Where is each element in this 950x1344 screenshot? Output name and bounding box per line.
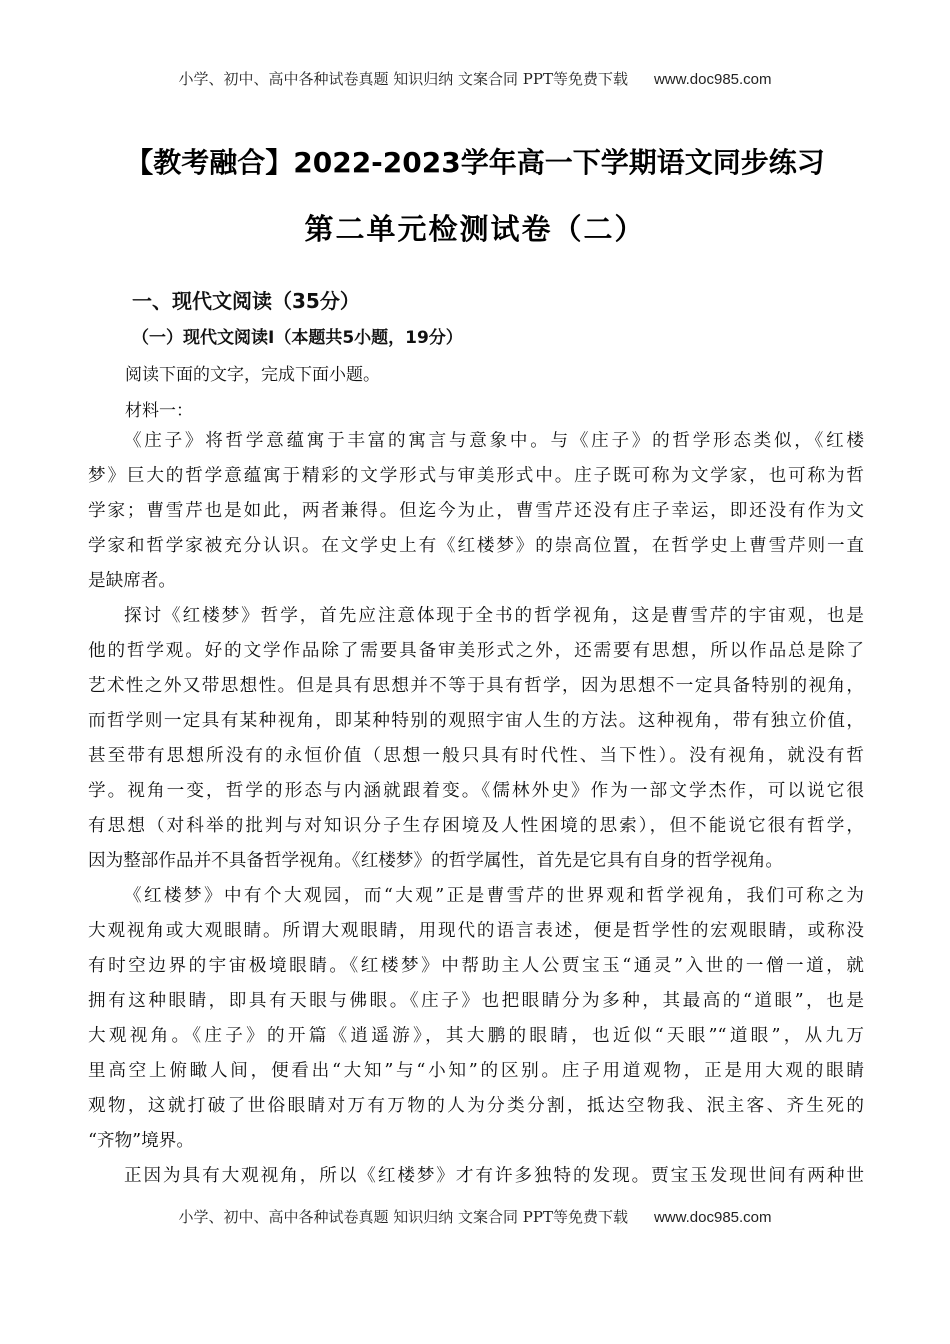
- footer-banner-site: www.doc985.com: [653, 1209, 772, 1226]
- text-line: 《庄子》将哲学意蕴寓于丰富的寓言与意象中。与《庄子》的哲学形态类似，《红楼: [124, 431, 864, 451]
- text-line: 《红楼梦》中有个大观园，而“大观”正是曹雪芹的世界观和哲学视角，我们可称之为: [124, 886, 864, 906]
- text-line: 里高空上俯瞰人间，便看出“大知”与“小知”的区别。庄子用道观物，正是用大观的眼睛: [88, 1061, 864, 1081]
- text-line: 有时空边界的宇宙极境眼睛。《红楼梦》中帮助主人公贾宝玉“通灵”入世的一僧一道，就: [88, 956, 864, 976]
- text-line: 拥有这种眼睛，即具有天眼与佛眼。《庄子》也把眼睛分为多种，其最高的“道眼”，也是: [88, 991, 864, 1011]
- text-line: 而哲学则一定具有某种视角，即某种特别的观照宇宙人生的方法。这种视角，带有独立价值，: [88, 711, 864, 731]
- text-line: 他的哲学观。好的文学作品除了需要具备审美形式之外，还需要有思想，所以作品总是除了: [88, 641, 864, 661]
- text-line: 因为整部作品并不具备哲学视角。《红楼梦》的哲学属性，首先是它具有自身的哲学视角。: [88, 851, 783, 871]
- text-line: 学家和哲学家被充分认识。在文学史上有《红楼梦》的崇高位置，在哲学史上曹雪芹则一直: [88, 536, 864, 556]
- article-body: [88, 424, 864, 1194]
- document-subtitle: 第二单元检测试卷（二）: [304, 212, 646, 246]
- material-label: 材料一：: [125, 401, 193, 421]
- header-banner-site: www.doc985.com: [653, 71, 772, 88]
- text-line: 大观视角或大观眼睛。所谓大观眼睛，用现代的语言表述，便是哲学性的宏观眼睛，或称没: [88, 921, 864, 941]
- section-heading: 一、现代文阅读（35分）: [132, 289, 360, 313]
- header-banner: [0, 68, 950, 89]
- text-line: 学家；曹雪芹也是如此，两者兼得。但迄今为止，曹雪芹还没有庄子幸运，即还没有作为文: [88, 501, 864, 521]
- text-line: 艺术性之外又带思想性。但是具有思想并不等于具有哲学，因为思想不一定具备特别的视角，: [88, 676, 864, 696]
- text-line: 学。视角一变，哲学的形态与内涵就跟着变。《儒林外史》作为一部文学杰作，可以说它很: [88, 781, 864, 801]
- paragraph: [88, 1159, 864, 1194]
- text-line: 大观视角。《庄子》的开篇《逍遥游》，其大鹏的眼睛，也近似“天眼”“道眼”，从九万: [88, 1026, 864, 1046]
- paragraph: [88, 599, 864, 879]
- text-line: 探讨《红楼梦》哲学，首先应注意体现于全书的哲学视角，这是曹雪芹的宇宙观，也是: [124, 606, 864, 626]
- subsection-heading: （一）现代文阅读Ⅰ（本题共5小题，19分）: [132, 328, 463, 348]
- text-line: 甚至带有思想所没有的永恒价值（思想一般只具有时代性、当下性）。没有视角，就没有哲: [88, 746, 864, 766]
- paragraph: [88, 424, 864, 599]
- reading-instruction: 阅读下面的文字，完成下面小题。: [125, 365, 380, 385]
- text-line: “齐物”境界。: [88, 1131, 194, 1151]
- text-line: 梦》巨大的哲学意蕴寓于精彩的文学形式与审美形式中。庄子既可称为文学家，也可称为哲: [88, 466, 864, 486]
- footer-banner-text: 小学、初中、高中各种试卷真题 知识归纳 文案合同 PPT等免费下载: [178, 1208, 628, 1226]
- text-line: 正因为具有大观视角，所以《红楼梦》才有许多独特的发现。贾宝玉发现世间有两种世: [124, 1166, 864, 1186]
- footer-banner: [0, 1206, 950, 1227]
- text-line: 是缺席者。: [88, 571, 176, 591]
- header-banner-text: 小学、初中、高中各种试卷真题 知识归纳 文案合同 PPT等免费下载: [178, 70, 628, 88]
- text-line: 观物，这就打破了世俗眼睛对万有万物的人为分类分割，抵达空物我、泯主客、齐生死的: [88, 1096, 864, 1116]
- paragraph: [88, 879, 864, 1159]
- text-line: 有思想（对科举的批判与对知识分子生存困境及人性困境的思索），但不能说它很有哲学，: [88, 816, 864, 836]
- document-title: 【教考融合】2022-2023学年高一下学期语文同步练习: [125, 146, 825, 179]
